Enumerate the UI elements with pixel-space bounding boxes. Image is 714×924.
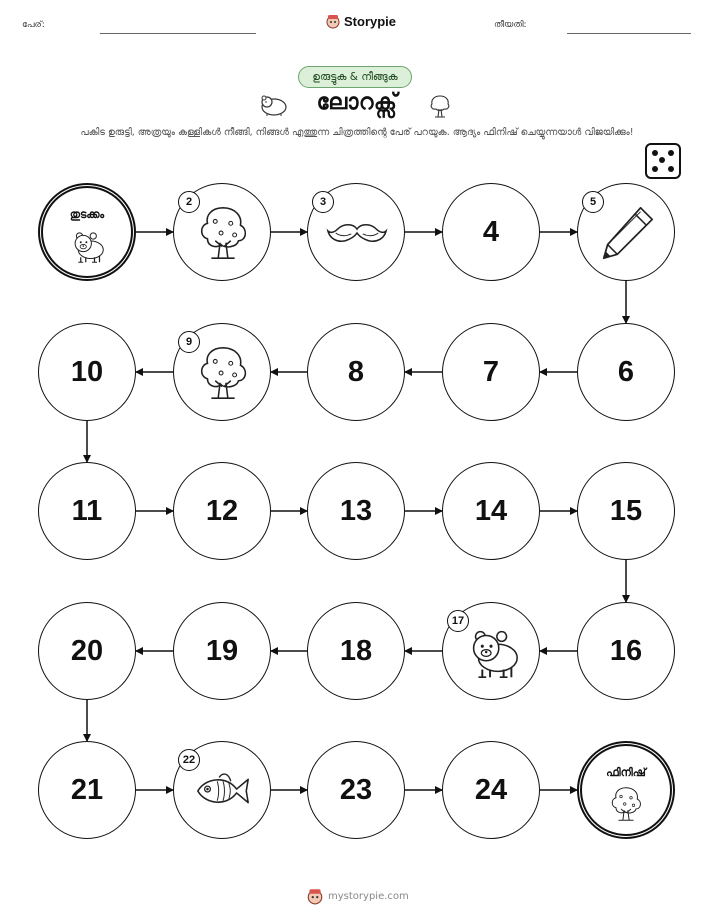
- board-cell-18: [307, 602, 405, 700]
- tree-icon: [192, 342, 254, 404]
- board-cell-24: [442, 741, 540, 839]
- footer-url[interactable]: mystorypie.com: [328, 890, 409, 902]
- cell-number: 16: [609, 634, 643, 667]
- storypie-mascot-icon: [306, 887, 324, 905]
- fish-icon: [192, 760, 254, 822]
- board-cell-19: [173, 602, 271, 700]
- board-cell-20: [38, 602, 136, 700]
- board-cell-25: [577, 741, 675, 839]
- cell-number: 21: [70, 773, 104, 806]
- cell-number-badge: 5: [582, 191, 604, 213]
- board-cell-14: [442, 462, 540, 560]
- cell-number-badge: 9: [178, 331, 200, 353]
- cell-number: 20: [70, 634, 104, 667]
- cell-number: 4: [482, 215, 500, 248]
- board-cell-12: [173, 462, 271, 560]
- cell-number: 19: [205, 634, 239, 667]
- footer: [306, 887, 409, 905]
- page-title: ലോറക്സ്: [316, 90, 398, 115]
- board-cell-21: [38, 741, 136, 839]
- start-label: തുടക്കം: [69, 208, 105, 221]
- tree-icon: [192, 202, 254, 264]
- board-cell-1: [38, 183, 136, 281]
- bear-icon: [67, 226, 107, 266]
- tree-icon: [606, 784, 646, 824]
- cell-number-badge: 3: [312, 191, 334, 213]
- board-cell-13: [307, 462, 405, 560]
- cell-number: 13: [339, 494, 373, 527]
- cell-number: 14: [474, 494, 508, 527]
- cell-number: 24: [474, 773, 508, 806]
- bear-icon: [461, 621, 523, 683]
- board-cell-11: [38, 462, 136, 560]
- instructions: പകിട ഉരുട്ടി, അത്രയും കള്ളികൾ നീങ്ങി, നിങ്ങൾ എത്തുന്ന ചിത്രത്തിന്റെ പേര് പറയുക. ആദ്യം ഫിനിഷ് ചെയ്യുന്നയാൾ വിജയിക്കും!: [80, 127, 634, 138]
- cell-number: 23: [339, 773, 373, 806]
- brand-name: Storypie: [344, 13, 397, 29]
- cell-number: 18: [339, 634, 373, 667]
- name-label: പേര്:: [22, 20, 45, 30]
- cell-number-badge: 22: [178, 749, 200, 771]
- board-cell-4: [442, 183, 540, 281]
- board-cell-8: [307, 323, 405, 421]
- board-cell-7: [442, 323, 540, 421]
- cell-number: 11: [71, 494, 103, 527]
- board-cell-10: [38, 323, 136, 421]
- cell-number: 7: [482, 355, 500, 388]
- cell-number: 10: [70, 355, 104, 388]
- cell-number-badge: 17: [447, 610, 469, 632]
- cell-number-badge: 2: [178, 191, 200, 213]
- board-cell-23: [307, 741, 405, 839]
- date-label: തീയതി:: [494, 20, 527, 30]
- game-type-badge: ഉരുട്ടുക & നീങ്ങുക: [298, 66, 412, 88]
- mustache-icon: [326, 202, 388, 264]
- board-cell-16: [577, 602, 675, 700]
- cell-number: 15: [609, 494, 643, 527]
- pencil-icon: [596, 202, 658, 264]
- finish-label: ഫിനിഷ്: [606, 766, 646, 779]
- cell-number: 8: [347, 355, 365, 388]
- cell-number: 6: [617, 355, 635, 388]
- board-cell-6: [577, 323, 675, 421]
- board-cell-15: [577, 462, 675, 560]
- cell-number: 12: [205, 494, 239, 527]
